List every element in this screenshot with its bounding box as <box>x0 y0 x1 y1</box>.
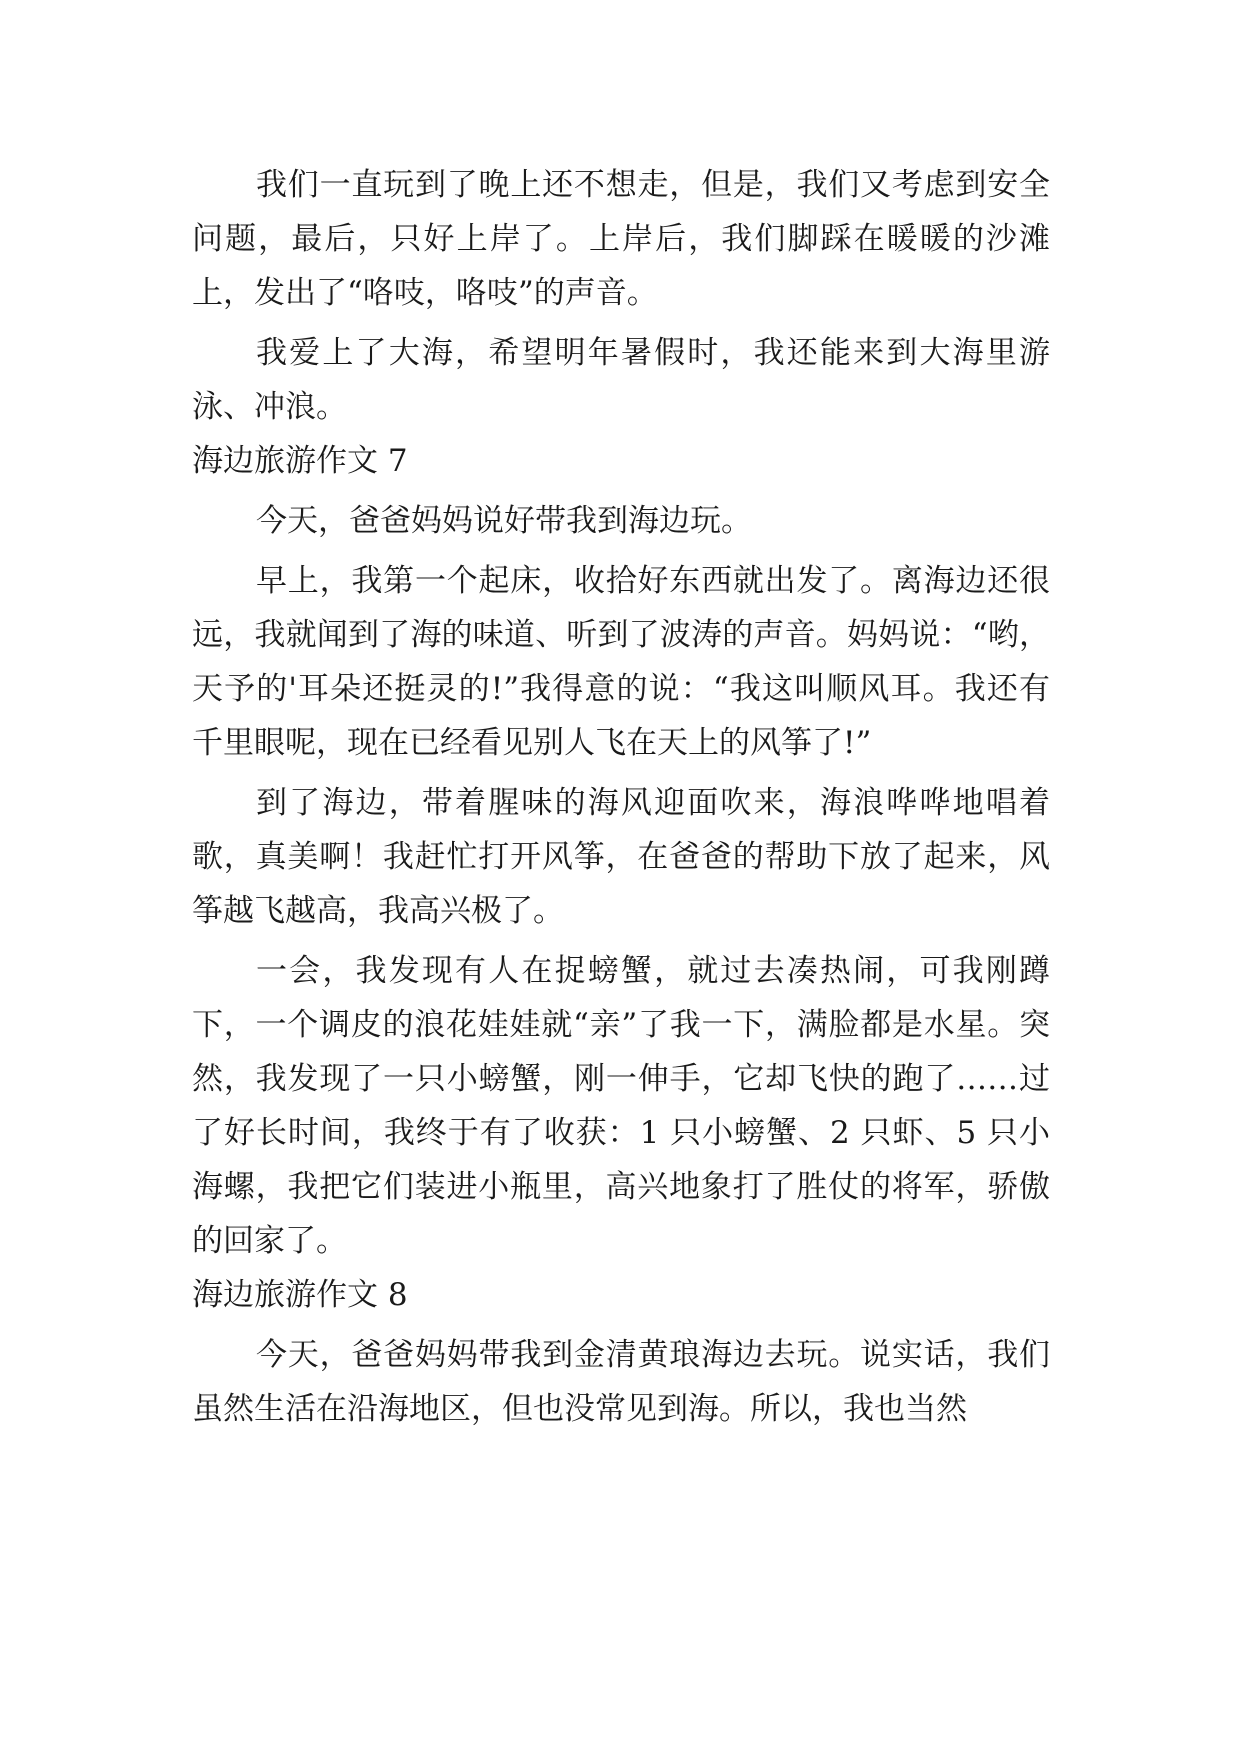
paragraph: 今天，爸爸妈妈说好带我到海边玩。 <box>256 503 752 539</box>
paragraph: 到了海边，带着腥味的海风迎面吹来，海浪哗哗地唱着歌，真美啊！我赶忙打开风筝，在爸爸的帮助下放了起来，风筝越飞越高，我高兴极了。 <box>192 785 1050 929</box>
paragraph: 今天，爸爸妈妈带我到金清黄琅海边去玩。说实话，我们虽然生活在沿海地区，但也没常见到海。所以，我也当然 <box>192 1337 1050 1427</box>
section-heading: 海边旅游作文 8 <box>192 1277 408 1313</box>
section-heading: 海边旅游作文 7 <box>192 443 408 479</box>
paragraph: 我爱上了大海，希望明年暑假时，我还能来到大海里游泳、冲浪。 <box>192 335 1050 425</box>
paragraph: 早上，我第一个起床，收拾好东西就出发了。离海边还很远，我就闻到了海的味道、听到了波涛的声音。妈妈说：“哟，天予的'耳朵还挺灵的!”我得意的说：“我这叫顺风耳。我还有千里眼呢，现在已经看见别人飞在天上的风筝了!” <box>192 563 1050 761</box>
paragraph: 我们一直玩到了晚上还不想走，但是，我们又考虑到安全问题，最后，只好上岸了。上岸后，我们脚踩在暖暖的沙滩上，发出了“咯吱，咯吱”的声音。 <box>192 167 1050 311</box>
paragraph: 一会，我发现有人在捉螃蟹，就过去凑热闹，可我刚蹲下，一个调皮的浪花娃娃就“亲”了我一下，满脸都是水星。突然，我发现了一只小螃蟹，刚一伸手，它却飞快的跑了……过了好长时间，我终于有了收获：1 只小螃蟹、2 只虾、5 只小海螺，我把它们装进小瓶里，高兴地象打了胜仗的将军，骄傲的回家了。 <box>192 953 1050 1259</box>
document-body <box>192 158 1050 1436</box>
